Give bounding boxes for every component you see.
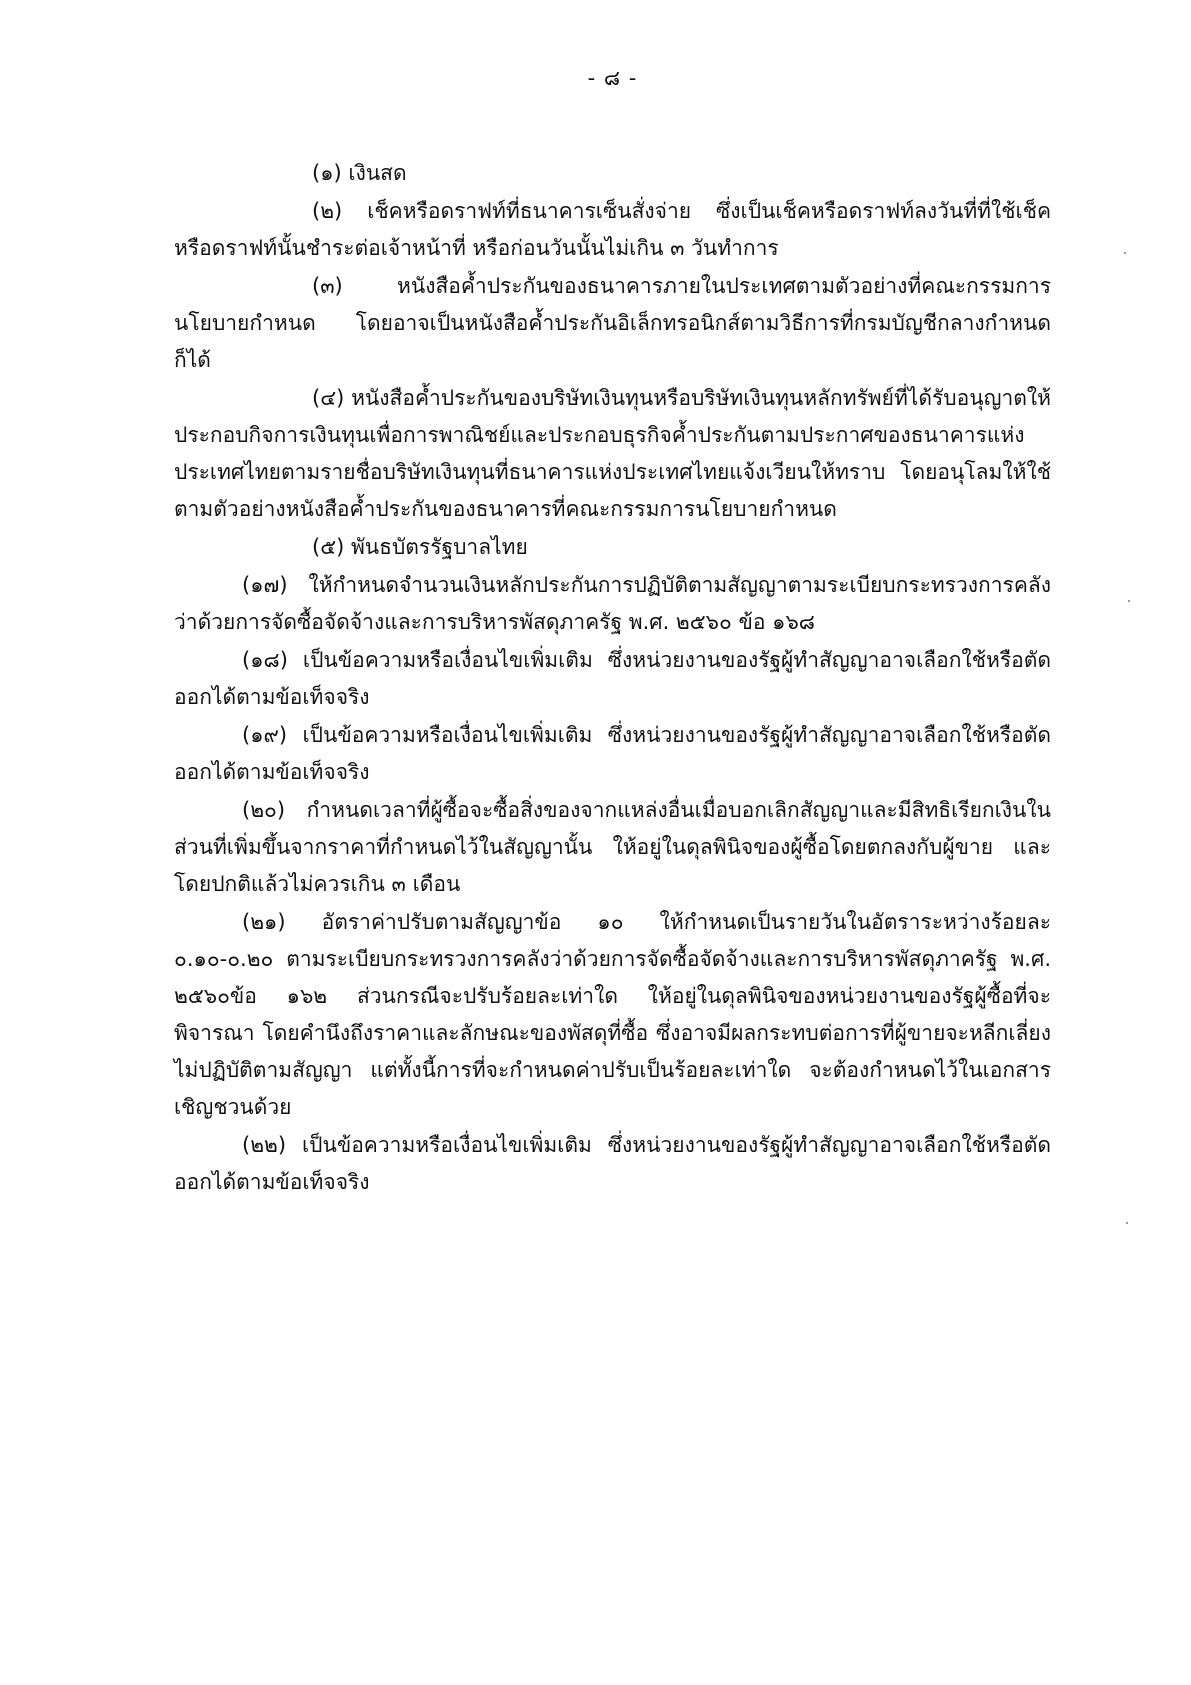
note-22-optional-clause: (๒๒) เป็นข้อความหรือเงื่อนไขเพิ่มเติม ซึ่งหน่วยงานของรัฐผู้ทำสัญญาอาจเลือกใช้หรือตัดออกได้ตามข้อเท็จจริง	[174, 1133, 1051, 1194]
scan-speck	[1126, 1222, 1128, 1224]
item-5-government-bond: (๕) พันธบัตรรัฐบาลไทย	[312, 535, 528, 559]
note-18-optional-clause: (๑๘) เป็นข้อความหรือเงื่อนไขเพิ่มเติม ซึ่งหน่วยงานของรัฐผู้ทำสัญญาอาจเลือกใช้หรือตัดออกได้ตามข้อเท็จจริง	[174, 648, 1051, 709]
scan-speck	[1124, 252, 1126, 254]
scan-speck	[1128, 600, 1130, 602]
note-20-purchase-period: (๒๐) กำหนดเวลาที่ผู้ซื้อจะซื้อสิ่งของจากแหล่งอื่นเมื่อบอกเลิกสัญญาและมีสิทธิเรียกเงินในส่วนที่เพิ่มขึ้นจากราคาที่กำหนดไว้ในสัญญานั้น ให้อยู่ในดุลพินิจของผู้ซื้อโดยตกลงกับผู้ขาย และโดยปกติแล้วไม่ควรเกิน ๓ เดือน	[174, 798, 1051, 896]
note-19-optional-clause: (๑๙) เป็นข้อความหรือเงื่อนไขเพิ่มเติม ซึ่งหน่วยงานของรัฐผู้ทำสัญญาอาจเลือกใช้หรือตัดออกได้ตามข้อเท็จจริง	[174, 723, 1051, 784]
note-21-penalty-rate: (๒๑) อัตราค่าปรับตามสัญญาข้อ ๑๐ ให้กำหนดเป็นรายวันในอัตราระหว่างร้อยละ ๐.๑๐-๐.๒๐ ตามระเบียบกระทรวงการคลังว่าด้วยการจัดซื้อจัดจ้างและการบริหารพัสดุภาครัฐ พ.ศ. ๒๕๖๐ข้อ ๑๖๒ ส่วนกรณีจะปรับร้อยละเท่าใด ให้อยู่ในดุลพินิจของหน่วยงานของรัฐผู้ซื้อที่จะพิจารณา โดยคำนึงถึงราคาและลักษณะของพัสดุที่ซื้อ ซึ่งอาจมีผลกระทบต่อการที่ผู้ขายจะหลีกเลี่ยงไม่ปฏิบัติตามสัญญา แต่ทั้งนี้การที่จะกำหนดค่าปรับเป็นร้อยละเท่าใด จะต้องกำหนดไว้ในเอกสารเชิญชวนด้วย	[174, 910, 1051, 1119]
note-17-guarantee-amount: (๑๗) ให้กำหนดจำนวนเงินหลักประกันการปฏิบัติตามสัญญาตามระเบียบกระทรวงการคลังว่าด้วยการจัดซื้อจัดจ้างและการบริหารพัสดุภาครัฐ พ.ศ. ๒๕๖๐ ข้อ ๑๖๘	[174, 573, 1051, 634]
item-3-bank-guarantee: (๓) หนังสือค้ำประกันของธนาคารภายในประเทศตามตัวอย่างที่คณะกรรมการนโยบายกำหนด โดยอาจเป็นหนังสือค้ำประกันอิเล็กทรอนิกส์ตามวิธีการที่กรมบัญชีกลางกำหนดก็ได้	[174, 274, 1051, 372]
page-number: - ๘ -	[587, 66, 638, 90]
item-1-cash: (๑) เงินสด	[312, 161, 407, 185]
item-4-finance-guarantee: (๔) หนังสือค้ำประกันของบริษัทเงินทุนหรือบริษัทเงินทุนหลักทรัพย์ที่ได้รับอนุญาตให้ประกอบกิจการเงินทุนเพื่อการพาณิชย์และประกอบธุรกิจค้ำประกันตามประกาศของธนาคารแห่งประเทศไทยตามรายชื่อบริษัทเงินทุนที่ธนาคารแห่งประเทศไทยแจ้งเวียนให้ทราบ โดยอนุโลมให้ใช้ตามตัวอย่างหนังสือค้ำประกันของธนาคารที่คณะกรรมการนโยบายกำหนด	[174, 386, 1051, 521]
item-2-cheque: (๒) เช็คหรือดราฟท์ที่ธนาคารเซ็นสั่งจ่าย ซึ่งเป็นเช็คหรือดราฟท์ลงวันที่ที่ใช้เช็คหรือดราฟท์นั้นชำระต่อเจ้าหน้าที่ หรือก่อนวันนั้นไม่เกิน ๓ วันทำการ	[174, 199, 1051, 260]
